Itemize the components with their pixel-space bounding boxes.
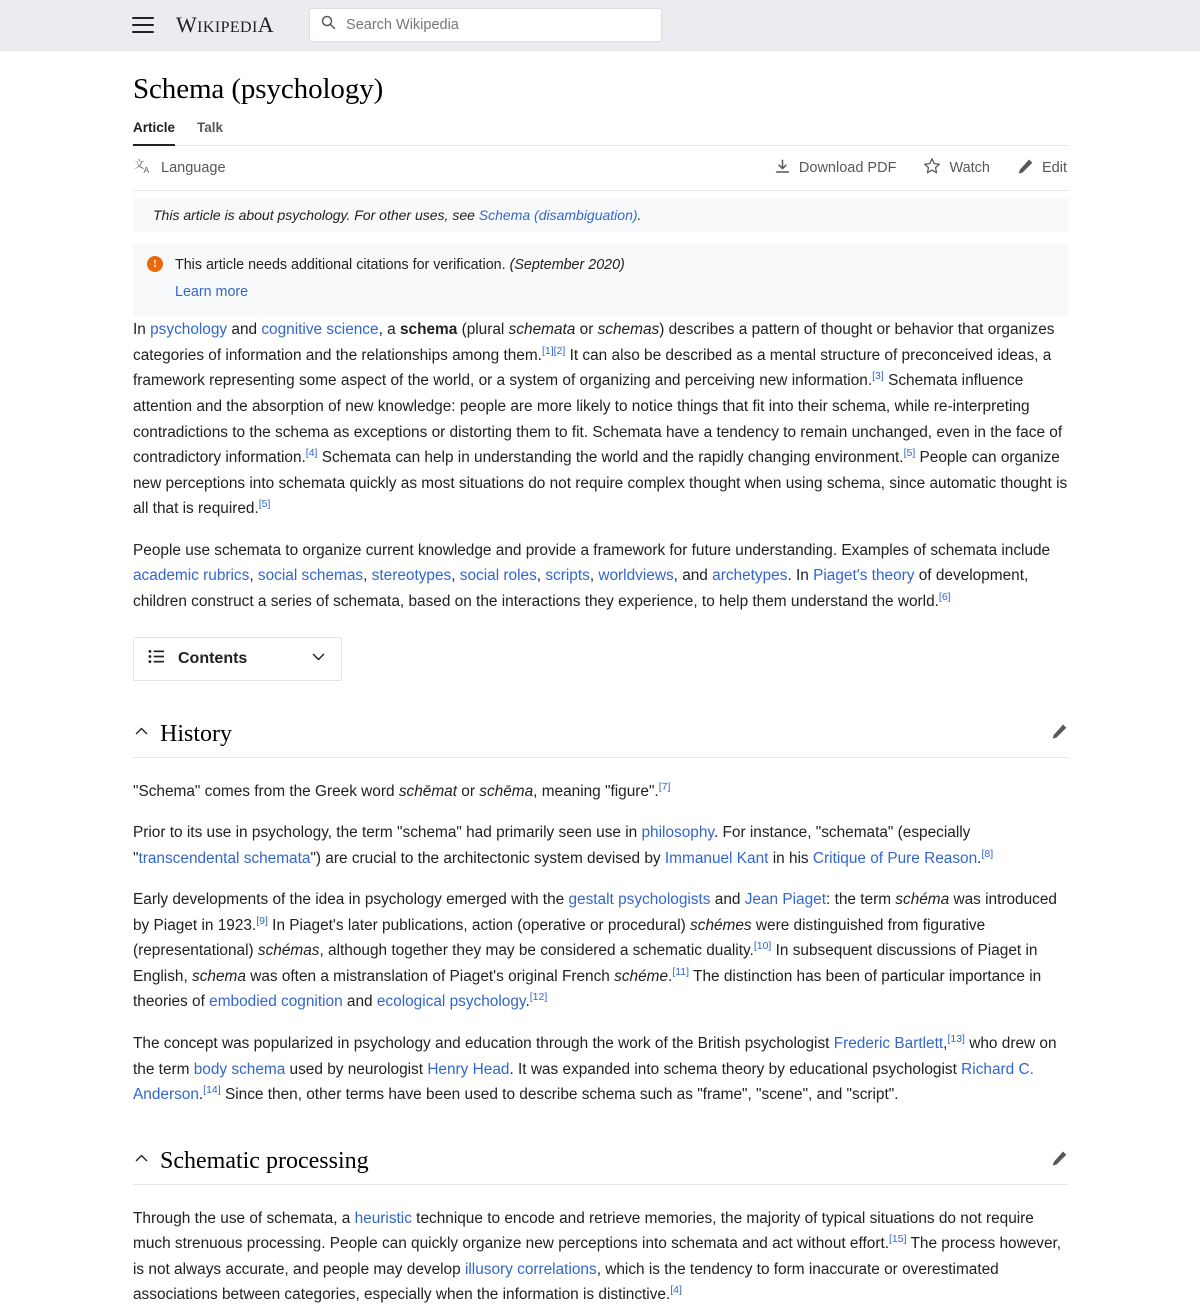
citation-ref [981, 848, 993, 860]
section-body-schematic-processing [133, 1206, 1068, 1308]
text-run: ) describes a pattern of thought or behavior that organizes categories of information and the relationships among them. [133, 321, 1055, 364]
article-tabs [133, 120, 1068, 146]
watch-button[interactable] [923, 157, 990, 179]
term-scheme-fr: schéme [614, 967, 669, 985]
text-run: in his [768, 849, 813, 867]
chevron-up-icon[interactable] [133, 723, 150, 745]
text-run: , [943, 1035, 948, 1052]
schematic-processing-paragraph-1 [133, 1206, 1068, 1308]
hatnote-text-after: . [637, 207, 642, 223]
citation-link[interactable]: [14] [203, 1084, 221, 1096]
citation-ref [542, 345, 565, 357]
link-richard-c-anderson[interactable]: Richard C. Anderson [133, 1060, 1034, 1104]
hatnote-text-before: This article is about psychology. For other uses, see [153, 207, 479, 223]
citation-link[interactable]: [5] [258, 498, 271, 511]
text-run: In subsequent discussions of Piaget in English, [133, 942, 1038, 985]
contents-toggle[interactable] [133, 637, 342, 681]
citation-link[interactable]: [4] [305, 447, 318, 459]
text-run: , [451, 567, 460, 585]
link-philosophy[interactable]: philosophy [641, 824, 714, 842]
text-run: , although together they may be considered a schematic duality. [319, 942, 754, 960]
link-body-schema[interactable]: body schema [193, 1060, 286, 1078]
search-input[interactable] [309, 8, 662, 42]
text-run: In [133, 321, 151, 339]
text-run: Early developments of the idea in psychology emerged with the [133, 891, 569, 909]
citation-link[interactable]: [2] [553, 344, 566, 357]
text-run: Schemata can help in understanding the world and the rapidly changing environment. [317, 449, 904, 467]
link-heuristic[interactable]: heuristic [354, 1209, 412, 1227]
text-run: (plural [457, 321, 509, 339]
pencil-icon [1017, 158, 1034, 179]
section-edit-pencil-icon[interactable] [1051, 723, 1068, 745]
maintenance-date: (September 2020) [509, 257, 625, 273]
maintenance-notice [133, 244, 1068, 317]
link-jean-piaget[interactable]: Jean Piaget [744, 891, 827, 909]
hatnote [133, 198, 1068, 232]
link-scripts[interactable]: scripts [545, 567, 590, 585]
site-header [0, 0, 1200, 51]
term-schemes: schémes [690, 916, 752, 934]
maintenance-text: This article needs additional citations for verification. [175, 257, 506, 273]
toolbar-actions [774, 157, 1067, 179]
term-schema-greek: schēma [479, 782, 534, 800]
citation-ref [306, 447, 318, 459]
text-run: . For instance, "schemata" (especially " [133, 824, 971, 867]
text-run: and [710, 891, 745, 909]
text-run: , [249, 567, 258, 585]
text-run: The distinction has been of particular importance in theories of [133, 967, 1042, 1011]
text-run: . [198, 1086, 204, 1104]
text-run: was introduced by Piaget in 1923. [133, 891, 1057, 934]
text-run: People can organize new perceptions into schemata quickly as most situations do not require complex thought when using schema, since automatic thought is all that is required. [133, 449, 1068, 518]
text-run: , [589, 567, 599, 585]
text-run: In Piaget's later publications, action (operative or procedural) [267, 916, 691, 934]
citation-link[interactable]: [6] [938, 590, 951, 603]
text-run: was often a mistranslation of Piaget's original French [245, 967, 615, 985]
download-icon [774, 158, 791, 179]
text-run: , meaning "figure". [533, 782, 659, 800]
citation-link[interactable]: [3] [872, 370, 884, 383]
citation-ref [530, 991, 548, 1003]
term-schema-fr: schéma [895, 891, 950, 909]
citation-link[interactable]: [13] [947, 1032, 965, 1045]
citation-link[interactable]: [4] [670, 1284, 682, 1297]
section-title-history: History [160, 720, 232, 747]
citation-ref [939, 591, 951, 603]
maintenance-body [175, 254, 625, 303]
link-stereotypes[interactable]: stereotypes [371, 567, 452, 585]
watch-label: Watch [949, 160, 990, 176]
citation-ref [672, 966, 689, 978]
link-henry-head[interactable]: Henry Head [427, 1060, 510, 1078]
term-schemata: schemata [508, 321, 576, 339]
text-run: of development, children construct a series of schemata, based on the interactions they experience, to help them understand the world. [133, 567, 1029, 610]
link-frederic-bartlett[interactable]: Frederic Bartlett [833, 1035, 944, 1052]
contents-label: Contents [178, 649, 248, 667]
search-icon [321, 15, 336, 35]
term-schema-en: schema [192, 967, 246, 985]
text-run: ") are crucial to the architectonic system devised by [310, 849, 665, 867]
list-icon [148, 649, 165, 669]
language-button[interactable] [134, 157, 226, 180]
citation-ref [256, 915, 268, 927]
link-academic-rubrics[interactable]: academic rubrics [133, 567, 250, 585]
text-run: The process however, is not always accurate, and people may develop [133, 1235, 1062, 1278]
edit-button[interactable] [1017, 158, 1067, 179]
download-pdf-button[interactable] [774, 158, 897, 179]
link-critique-of-pure-reason[interactable]: Critique of Pure Reason [812, 849, 978, 867]
citation-ref [259, 498, 271, 510]
link-archetypes[interactable]: archetypes [712, 567, 788, 585]
text-run: and [342, 993, 377, 1011]
link-psychology[interactable]: psychology [150, 321, 228, 339]
citation-ref [889, 1233, 907, 1245]
citation-link[interactable]: [12] [529, 991, 548, 1004]
history-paragraph-4 [133, 1031, 1068, 1108]
lead-paragraph-1 [133, 317, 1068, 522]
chevron-down-icon [310, 648, 327, 670]
citation-link[interactable]: [11] [672, 965, 690, 978]
citation-ref [203, 1084, 221, 1096]
tab-article[interactable]: Article [133, 120, 175, 146]
text-run: People use schemata to organize current knowledge and provide a framework for future understanding. Examples of schemata include [133, 541, 1051, 559]
link-social-schemas[interactable]: social schemas [257, 567, 364, 585]
language-icon [134, 157, 153, 180]
citation-link[interactable]: [15] [889, 1233, 907, 1246]
learn-more-link[interactable]: Learn more [175, 284, 249, 301]
text-run: technique to encode and retrieve memories, the majority of typical situations do not require much strenuous processing. People can quickly organize new perceptions into schemata and act without effort. [133, 1209, 1034, 1253]
wikipedia-wordmark[interactable]: WIKIPEDIA [176, 12, 275, 37]
warning-icon: ! [147, 256, 163, 272]
link-transcendental-schemata[interactable]: transcendental schemata [138, 849, 311, 867]
section-title-schematic-processing: Schematic processing [160, 1147, 369, 1174]
link-ecological-psychology[interactable]: ecological psychology [376, 993, 526, 1011]
text-run: who drew on the term [133, 1035, 1057, 1078]
edit-label: Edit [1042, 160, 1067, 176]
link-cognitive-science[interactable]: cognitive science [261, 321, 379, 339]
text-run: : the term [826, 891, 896, 909]
text-run: Through the use of schemata, a [133, 1209, 355, 1227]
text-run: "Schema" comes from the Greek word [133, 782, 399, 800]
term-schemat: schēmat [398, 782, 457, 800]
text-run: It can also be described as a mental structure of preconceived ideas, a framework representing some aspect of the world, or a system of organizing and perceiving new information. [133, 346, 1052, 390]
history-paragraph-2 [133, 820, 1068, 871]
language-label: Language [161, 160, 226, 176]
section-edit-pencil-icon[interactable] [1051, 1150, 1068, 1172]
link-embodied-cognition[interactable]: embodied cognition [209, 993, 343, 1011]
citation-link[interactable]: [1] [541, 344, 554, 357]
link-gestalt-psychologists[interactable]: gestalt psychologists [568, 891, 711, 909]
star-icon [923, 157, 941, 179]
text-run: or [575, 321, 598, 339]
term-schema: schema [399, 321, 458, 339]
text-run: Since then, other terms have been used to describe schema such as "frame", "scene", and "script". [220, 1086, 899, 1104]
tab-talk[interactable]: Talk [197, 120, 224, 135]
citation-link[interactable]: [9] [256, 914, 268, 927]
link-piagets-theory[interactable]: Piaget's theory [813, 567, 915, 585]
link-immanuel-kant[interactable]: Immanuel Kant [664, 849, 769, 867]
article-container [133, 51, 1068, 1308]
hamburger-icon[interactable] [132, 17, 154, 33]
text-run: , [363, 567, 372, 585]
text-run: The concept was popularized in psychology and education through the work of the British psychologist [133, 1035, 834, 1052]
hatnote-link[interactable]: Schema (disambiguation) [478, 207, 638, 223]
article-toolbar [133, 146, 1068, 191]
term-schemas-fr: schémas [257, 942, 320, 960]
text-run: . In [787, 567, 814, 585]
chevron-up-icon[interactable] [133, 1150, 150, 1172]
text-run: Prior to its use in psychology, the term "schema" had primarily seen use in [133, 824, 642, 842]
text-run: and [227, 321, 262, 339]
citation-link[interactable]: [7] [658, 780, 671, 793]
text-run: used by neurologist [285, 1060, 428, 1078]
text-run: Schemata influence attention and the absorption of new knowledge: people are more likely to notice things that fit into their schema, while re-interpreting contradictions to the schema as exceptions or distorting them to fit. Schemata have a tendency to remain unchanged, even in the face of contradictory information. [133, 372, 1063, 467]
text-run: or [457, 782, 480, 800]
section-body-history [133, 779, 1068, 1108]
citation-ref [670, 1284, 682, 1296]
history-paragraph-3 [133, 887, 1068, 1015]
text-run: . [525, 993, 530, 1011]
citation-ref [904, 447, 916, 459]
svg-text:文: 文 [134, 157, 145, 170]
text-run: , which is the tendency to form inaccurate or overestimated associations between categories, especially when the information is distinctive. [133, 1260, 999, 1304]
text-run: . [977, 849, 982, 867]
section-header-history [133, 721, 1068, 758]
citation-ref [754, 940, 772, 952]
text-run: , and [673, 567, 713, 585]
svg-text:A: A [143, 164, 150, 175]
section-header-schematic-processing [133, 1148, 1068, 1185]
page-title: Schema (psychology) [133, 73, 384, 105]
lead-paragraph-2 [133, 538, 1068, 615]
link-illusory-correlations[interactable]: illusory correlations [464, 1260, 597, 1278]
link-social-roles[interactable]: social roles [459, 567, 537, 585]
citation-ref [947, 1033, 965, 1045]
text-run: were distinguished from figurative (representational) [133, 916, 986, 960]
search-placeholder: Search Wikipedia [346, 17, 459, 33]
download-pdf-label: Download PDF [798, 160, 897, 176]
term-schemas: schemas [597, 321, 660, 339]
citation-ref [872, 370, 884, 382]
citation-ref [659, 780, 671, 792]
citation-link[interactable]: [8] [981, 847, 994, 860]
text-run: , a [378, 321, 400, 339]
history-paragraph-1 [133, 779, 1068, 805]
citation-link[interactable]: [10] [753, 940, 772, 953]
text-run: , [536, 567, 546, 585]
citation-link[interactable]: [5] [903, 447, 916, 459]
text-run: . [668, 967, 673, 985]
link-worldviews[interactable]: worldviews [598, 567, 674, 585]
text-run: . It was expanded into schema theory by educational psychologist [509, 1060, 962, 1078]
